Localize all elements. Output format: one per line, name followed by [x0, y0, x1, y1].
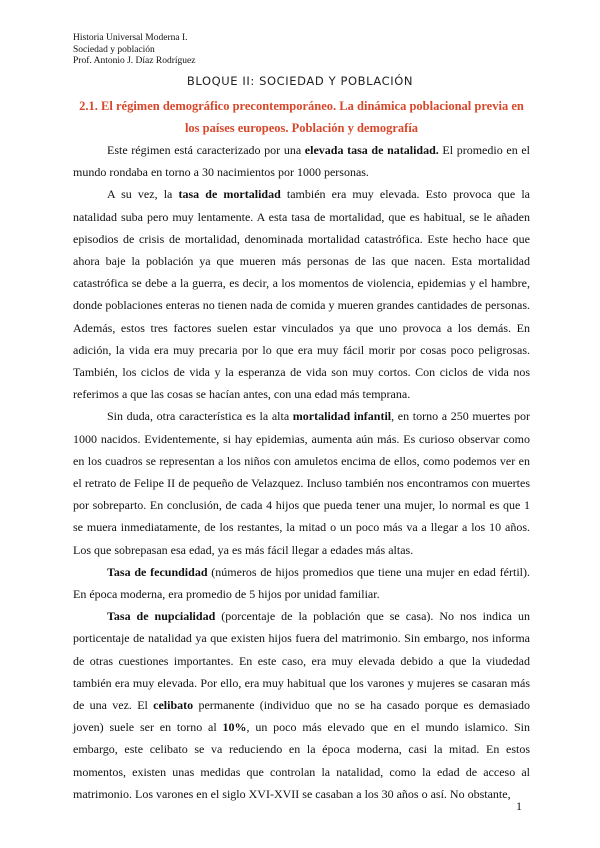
paragraph-mortalidad-infantil: Sin duda, otra característica es la alta mortalidad infantil, en torno a 250 muertes por 1000 nacidos. Evidentemente, si hay epidemias, aumenta aún más. Es curioso observar como en los cuadros se representan a los niños con amuletos encima de ellos, como podemos ver en el retrato de Felipe II de pequeño de Velazquez. Incluso también nos encontramos con muertes por sobreparto. En conclusión, de cada 4 hijos que pueda tener una mujer, lo normal es que 1 se muera inmediatamente, de los restantes, la mitad o un poco más va a llegar a los 10 años. Los que sobrepasan esa edad, ya es más fácil llegar a edades más altas.: [73, 409, 530, 557]
bloque-title: BLOQUE II: SOCIEDAD Y POBLACIÓN: [186, 74, 414, 88]
term-natalidad: elevada tasa de natalidad.: [304, 143, 439, 157]
term-nupcialidad: Tasa de nupcialidad: [107, 609, 216, 624]
paragraph-mortalidad: A su vez, la tasa de mortalidad también era muy elevada. Esto provoca que la natalidad suba pero muy lentamente. A esta tasa de mortalidad, que es habitual, se le añaden episodios de crisis de mortalidad, denominada mortalidad catastrófica. Este hecho hace que ahora baje la población ya que mueren más personas de las que nacen. Esta mortalidad catastrófica se debe a la guerra, es decir, a los momentos de violencia, epidemias y el hambre, donde poblaciones enteras no tienen nada de comida y mueren grandes cantidades de personas. Además, estos tres factores suelen estar vinculados ya que uno provoca a los demás. En adición, la vida era muy precaria por lo que era muy fácil morir por cosas poco peligrosas. También, los ciclos de vida y la esperanza de vida son muy cortos. Con ciclos de vida nos referimos a que las cosas se hacían antes, con una edad más temprana.: [73, 187, 530, 402]
term-fecundidad: Tasa de fecundidad: [107, 564, 208, 579]
paragraph-nupcialidad: Tasa de nupcialidad (porcentaje de la población que se casa). No nos indica un porticentaje de natalidad ya que existen hijos fuera del matrimonio. Sin embargo, nos informa de otras cuestiones importantes. En este caso, era muy elevada debido a que la viudedad también era muy elevada. Por ello, era muy habitual que los varones y mujeres se casaran más de una vez. El celibato permanente (individuo que no se ha casado porque es demasiado joven) suele ser en torno al 10%, un poco más elevado que en el mundo islamico. Sin embargo, este celibato se va reduciendo en la época moderna, casi la mitad. En estos momentos, existen unas medidas que controlan la natalidad, como la edad de acceso al matrimonio. Los varones en el siglo XVI-XVII se casaban a los 30 años o así. No obstante,: [73, 609, 531, 801]
term-mortalidad-infantil: mortalidad infantil: [292, 409, 392, 424]
term-celibato: celibato: [153, 698, 194, 713]
header-course: Historia Universal Moderna I.: [73, 33, 188, 43]
header-professor: Prof. Antonio J. Díaz Rodríguez: [73, 56, 196, 66]
document-header: [73, 33, 195, 68]
header-topic: Sociedad y población: [73, 44, 155, 55]
paragraph-fecundidad: Tasa de fecundidad (números de hijos promedios que tiene una mujer en edad fértil). En época moderna, era promedio de 5 hijos por unidad familiar.: [73, 564, 530, 602]
page-number: 1: [516, 799, 522, 813]
paragraph-natalidad: Este régimen está caracterizado por una elevada tasa de natalidad. El promedio en el mundo rondaba en torno a 30 nacimientos por 1000 personas.: [73, 143, 531, 180]
document-body: [73, 139, 530, 805]
section-title: 2.1. El régimen demográfico precontemporáneo. La dinámica poblacional previa en los países europeos. Población y demografía: [79, 99, 524, 135]
term-mortalidad: tasa de mortalidad: [178, 187, 281, 202]
term-celibato-percent: 10%: [222, 720, 247, 735]
